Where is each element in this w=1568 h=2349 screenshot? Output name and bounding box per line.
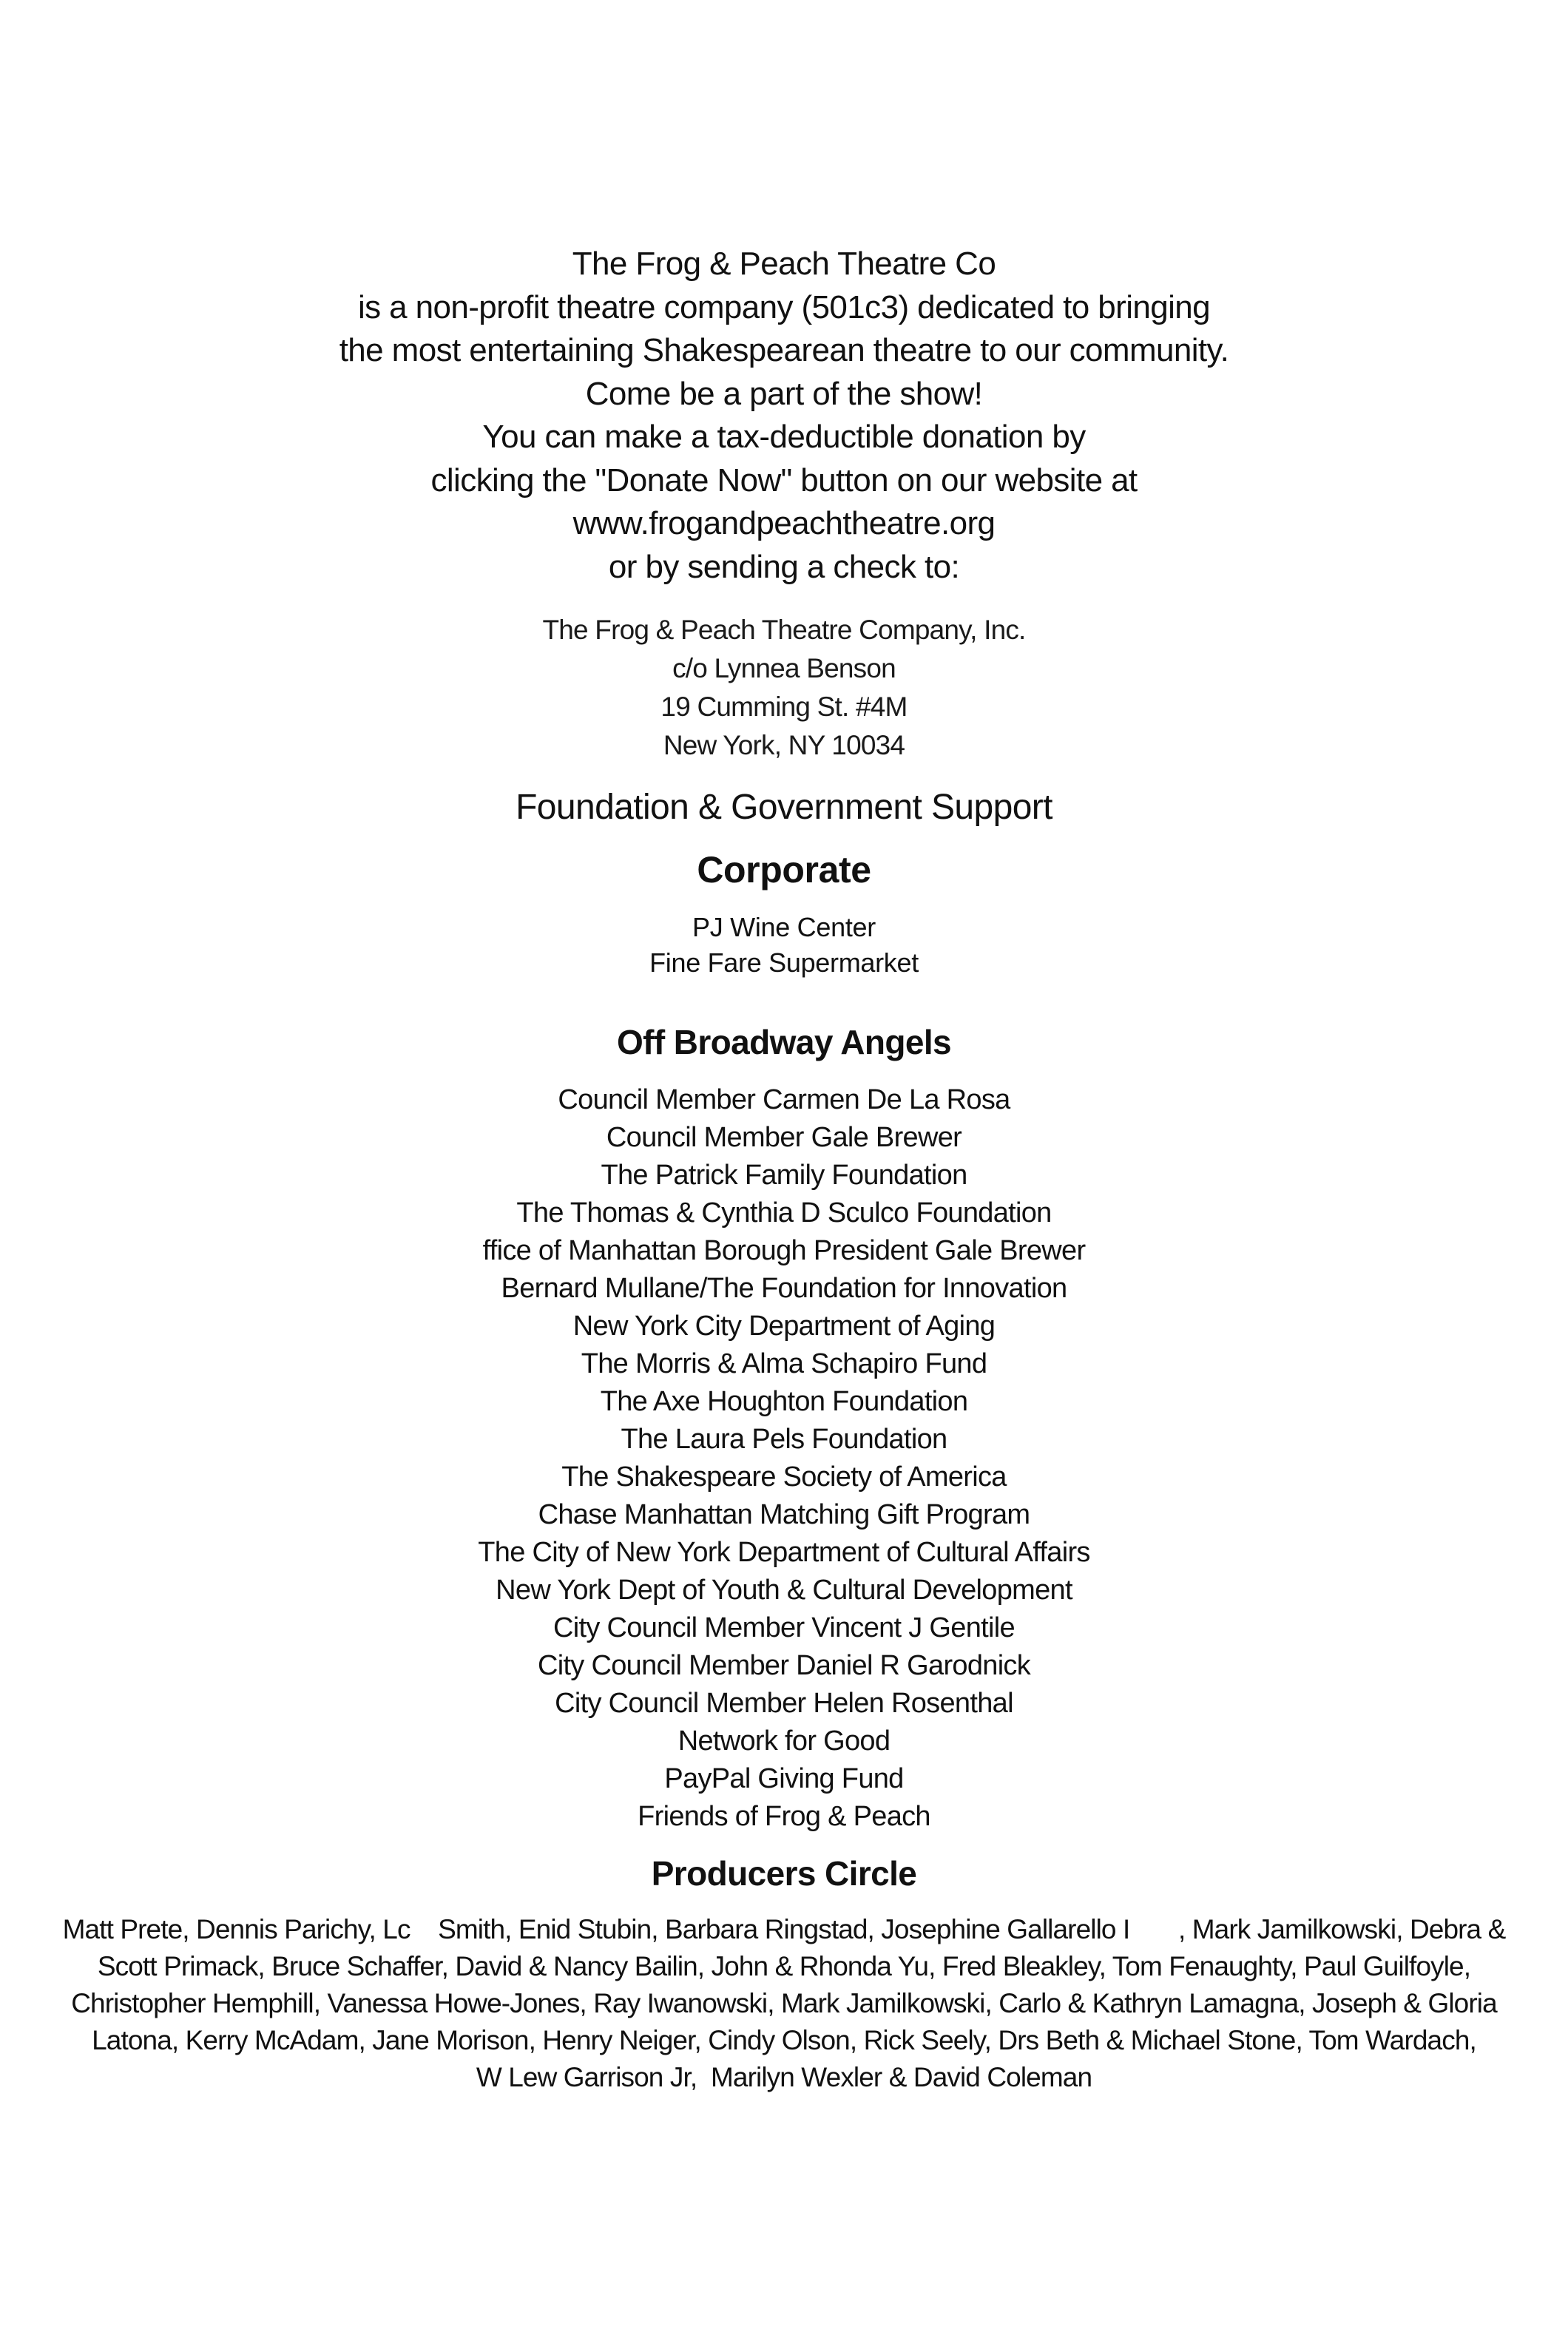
- angel-sponsor: City Council Member Helen Rosenthal: [555, 1688, 1013, 1719]
- angel-sponsor: Friends of Frog & Peach: [638, 1801, 930, 1832]
- intro-line-donation: You can make a tax-deductible donation by: [482, 419, 1086, 455]
- intro-section: [0, 243, 1568, 589]
- angel-sponsor: Council Member Gale Brewer: [606, 1122, 962, 1153]
- producers-line: W Lew Garrison Jr, Marilyn Wexler & David Coleman: [476, 2062, 1092, 2092]
- corporate-heading: Corporate: [697, 849, 871, 890]
- angel-sponsor: City Council Member Vincent J Gentile: [553, 1612, 1015, 1643]
- intro-line-nonprofit: is a non-profit theatre company (501c3) dedicated to bringing: [357, 288, 1211, 325]
- address-line-street: 19 Cumming St. #4M: [660, 692, 908, 722]
- angel-sponsor: City Council Member Daniel R Garodnick: [537, 1650, 1031, 1681]
- angel-sponsor: Bernard Mullane/The Foundation for Innovation: [501, 1273, 1067, 1304]
- producers-line: Scott Primack, Bruce Schaffer, David & Nancy Bailin, John & Rhonda Yu, Fred Bleakley, Tom Fenaughty, Paul Guilfoyle,: [97, 1951, 1471, 1981]
- producers-heading: Producers Circle: [651, 1854, 917, 1893]
- angel-sponsor: New York Dept of Youth & Cultural Development: [496, 1575, 1072, 1606]
- website-link[interactable]: www.frogandpeachtheatre.org: [572, 505, 996, 541]
- producers-list: [22, 1911, 1546, 2096]
- mailing-address: [0, 611, 1568, 765]
- angels-heading: Off Broadway Angels: [616, 1023, 952, 1061]
- angel-sponsor: Council Member Carmen De La Rosa: [558, 1084, 1010, 1115]
- angel-sponsor: Network for Good: [677, 1726, 891, 1757]
- angels-list: [0, 1081, 1568, 1836]
- angel-sponsor: The Thomas & Cynthia D Sculco Foundation: [516, 1197, 1052, 1228]
- address-line-care-of: c/o Lynnea Benson: [672, 653, 896, 683]
- angel-sponsor: The Shakespeare Society of America: [561, 1461, 1007, 1493]
- producers-line: Christopher Hemphill, Vanessa Howe-Jones, Ray Iwanowski, Mark Jamilkowski, Carlo & Kathryn Lamagna, Joseph & Gloria: [71, 1988, 1497, 2018]
- producers-line: Latona, Kerry McAdam, Jane Morison, Henry Neiger, Cindy Olson, Rick Seely, Drs Beth & Michael Stone, Tom Wardach,: [92, 2025, 1476, 2055]
- angel-sponsor: The Axe Houghton Foundation: [600, 1386, 968, 1417]
- corporate-sponsor: PJ Wine Center: [692, 912, 876, 942]
- intro-line-donate-button: clicking the "Donate Now" button on our website at: [430, 462, 1138, 498]
- intro-line-check: or by sending a check to:: [608, 548, 960, 585]
- intro-line-mission: the most entertaining Shakespearean theatre to our community.: [339, 332, 1229, 368]
- producers-line: Matt Prete, Dennis Parichy, Lc Smith, Enid Stubin, Barbara Ringstad, Josephine Gallarello I , Mark Jamilkowski, Debra &: [62, 1914, 1506, 1944]
- angel-sponsor: The Morris & Alma Schapiro Fund: [581, 1348, 987, 1379]
- intro-line-invite: Come be a part of the show!: [585, 375, 983, 412]
- angel-sponsor: The Laura Pels Foundation: [621, 1424, 947, 1455]
- angel-sponsor: ffice of Manhattan Borough President Gale Brewer: [482, 1235, 1086, 1266]
- address-line-company: The Frog & Peach Theatre Company, Inc.: [542, 615, 1026, 645]
- angel-sponsor: PayPal Giving Fund: [664, 1763, 904, 1794]
- corporate-list: [0, 910, 1568, 981]
- foundation-heading: Foundation & Government Support: [516, 788, 1052, 827]
- angel-sponsor: The City of New York Department of Cultural Affairs: [478, 1537, 1090, 1568]
- address-line-city: New York, NY 10034: [663, 730, 905, 760]
- angel-sponsor: Chase Manhattan Matching Gift Program: [538, 1499, 1030, 1530]
- corporate-sponsor: Fine Fare Supermarket: [649, 947, 919, 978]
- angel-sponsor: New York City Department of Aging: [572, 1311, 996, 1342]
- angel-sponsor: The Patrick Family Foundation: [601, 1160, 967, 1191]
- intro-line-company: The Frog & Peach Theatre Co: [572, 246, 996, 282]
